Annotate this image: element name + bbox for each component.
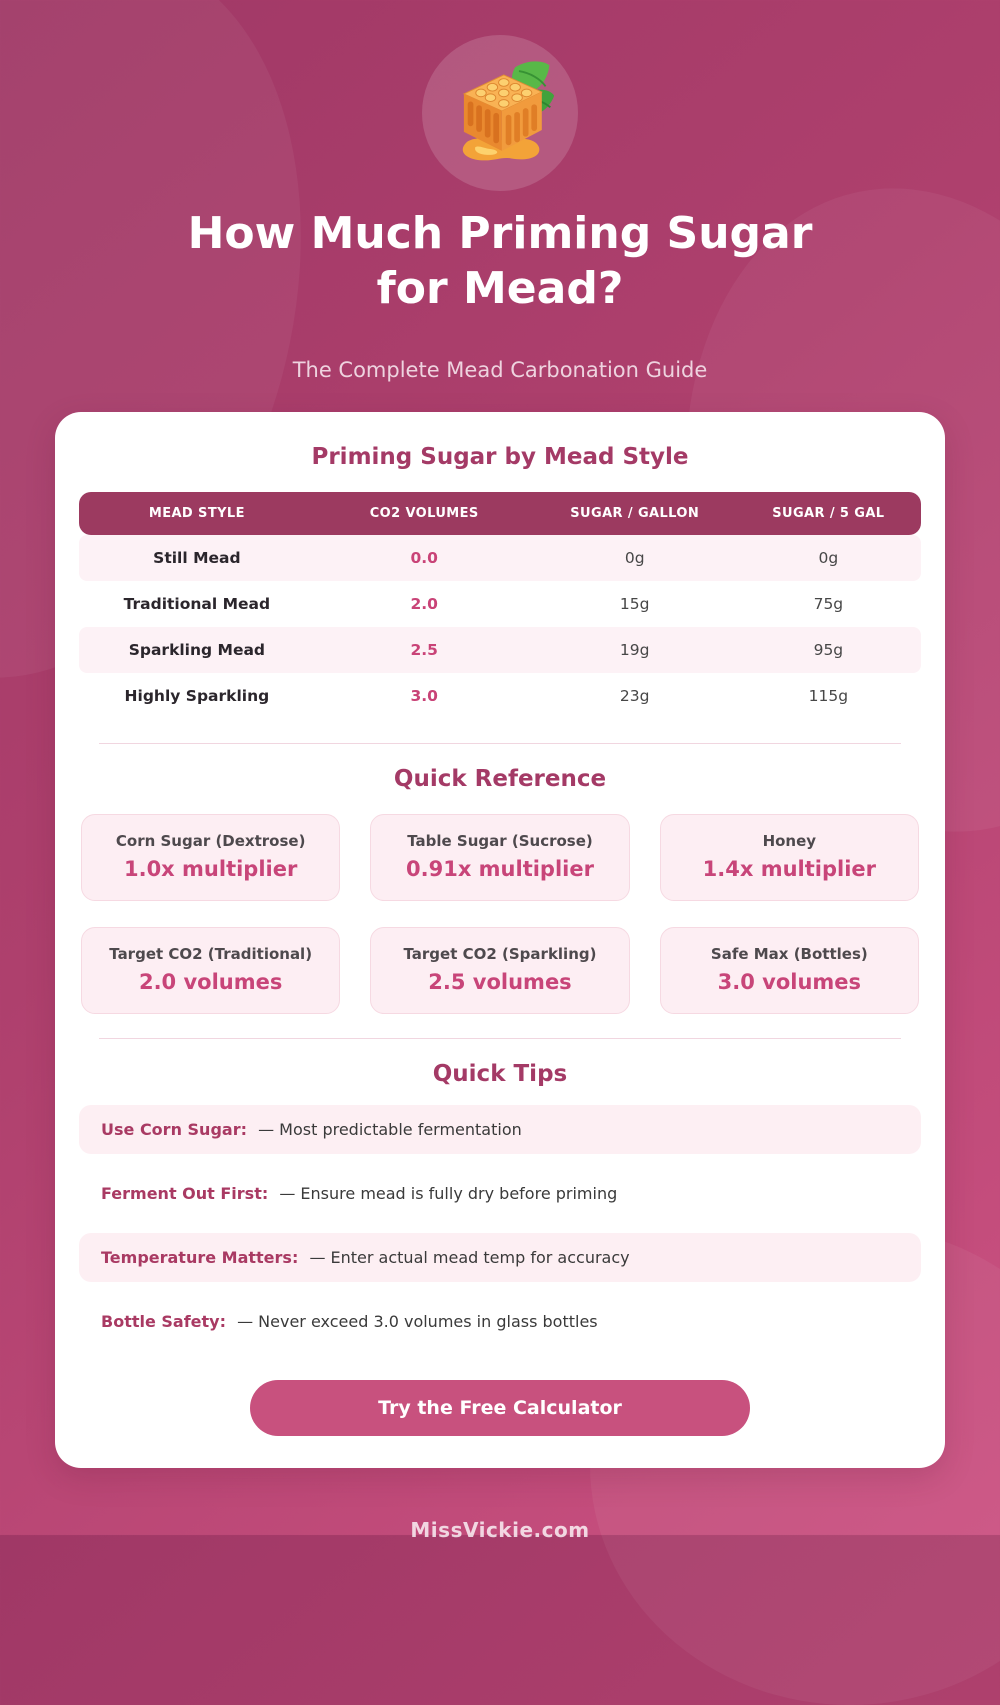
reference-label: Honey [762,832,817,851]
reference-value: 1.4x multiplier [702,857,876,882]
honeycomb-icon [443,54,557,172]
header-icon-circle [422,35,578,191]
table-row [79,627,921,673]
reference-card-corn-sugar [81,814,340,901]
reference-value: 1.0x multiplier [123,857,298,882]
reference-card-table-sugar [370,814,629,901]
reference-card-target-sparkling [370,927,629,1014]
cell-per-gallon: 15g [619,595,650,614]
tip-row-bottle-safety [79,1297,921,1346]
cell-mead-style: Highly Sparkling [124,687,270,706]
reference-value: 3.0 volumes [717,970,862,995]
tip-row-ferment-out [79,1169,921,1218]
reference-value: 0.91x multiplier [406,857,594,882]
section-divider [99,1038,901,1039]
footer-brand: MissVickie.com [410,1518,590,1543]
cell-co2: 2.0 [410,595,438,614]
table-section-title: Priming Sugar by Mead Style [311,444,689,471]
tip-label: Ferment Out First: [101,1184,269,1204]
content-card [55,412,945,1468]
reference-label: Table Sugar (Sucrose) [407,832,593,851]
cell-co2: 3.0 [410,687,438,706]
reference-value: 2.0 volumes [138,970,283,995]
quick-tips-list [79,1105,921,1346]
section-divider [99,743,901,744]
cell-mead-style: Traditional Mead [123,595,271,614]
reference-label: Target CO2 (Sparkling) [403,945,597,964]
cell-mead-style: Still Mead [79,535,315,581]
mead-style-table [79,492,921,719]
cell-co2: 0.0 [315,535,534,581]
cell-per-5gal: 95g [736,627,921,673]
cell-per-5gal: 0g [736,535,921,581]
reference-value: 2.5 volumes [428,970,572,995]
quick-tips-title: Quick Tips [432,1061,568,1088]
reference-card-honey [660,814,919,901]
cell-per-gallon: 23g [619,687,650,706]
page-title-line2: for Mead? [376,262,624,314]
cell-per-gallon: 19g [534,627,736,673]
reference-card-safe-max [660,927,919,1014]
column-header-sugar-5gal: SUGAR / 5 GAL [736,492,921,535]
tip-text: — Enter actual mead temp for accuracy [309,1248,630,1268]
table-header-row [79,492,921,535]
reference-label: Target CO2 (Traditional) [109,945,313,964]
tip-row-temperature [79,1233,921,1282]
tip-text: — Never exceed 3.0 volumes in glass bottles [237,1312,598,1332]
reference-label: Corn Sugar (Dextrose) [115,832,306,851]
table-row [79,673,921,719]
quick-reference-grid [81,814,919,1014]
page-subtitle: The Complete Mead Carbonation Guide [292,358,708,383]
tip-text: — Ensure mead is fully dry before priming [279,1184,618,1204]
table-row [79,581,921,627]
cell-per-gallon: 0g [534,535,736,581]
cell-per-5gal: 115g [808,687,849,706]
reference-label: Safe Max (Bottles) [710,945,868,964]
tip-text: — Most predictable fermentation [258,1120,522,1140]
page-title-line1: How Much Priming Sugar [187,208,813,259]
cell-per-5gal: 75g [813,595,844,614]
cell-mead-style: Sparkling Mead [79,627,315,673]
table-row [79,535,921,581]
tip-label: Temperature Matters: [101,1248,299,1268]
column-header-sugar-gallon: SUGAR / GALLON [534,492,736,535]
tip-label: Bottle Safety: [101,1312,226,1332]
page-title [0,207,1000,316]
column-header-co2-volumes: CO2 VOLUMES [315,492,534,535]
tip-label: Use Corn Sugar: [101,1120,247,1140]
calculator-cta-button[interactable]: Try the Free Calculator [250,1380,750,1436]
column-header-mead-style: MEAD STYLE [79,492,315,535]
cell-co2: 2.5 [315,627,534,673]
quick-reference-title: Quick Reference [393,766,607,793]
tip-row-corn-sugar [79,1105,921,1154]
reference-card-target-traditional [81,927,340,1014]
